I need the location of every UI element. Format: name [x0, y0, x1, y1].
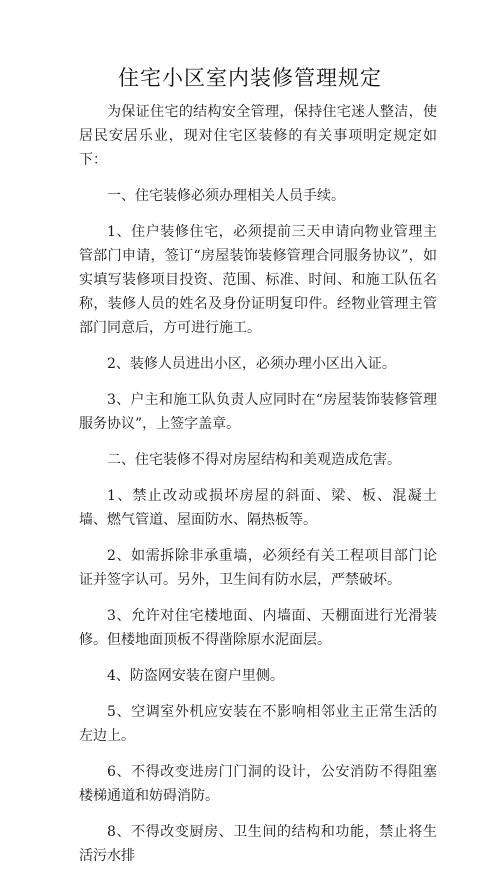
clause-paragraph: 3、允许对住宅楼地面、内墙面、天棚面进行光滑装修。但楼地面顶板不得凿除原水泥面层。 [79, 608, 437, 648]
intro-paragraph: 为保证住宅的结构安全管理，保持住宅迷人整洁，使居民安居乐业，现对住宅区装修的有关事项明定规定如下： [79, 104, 437, 168]
clause-paragraph: 1、住户装修住宅，必须提前三天申请向物业管理主管部门申请，签订“房屋装饰装修管理合同服务协议”，如实填写装修项目投资、范围、标准、时间、和施工队伍名称，装修人员的姓名及身份证明复印件。经物业管理主管部门同意后，方可进行施工。 [79, 224, 437, 336]
clause-paragraph: 4、防盗网安装在窗户里侧。 [107, 668, 284, 684]
clause-paragraph: 8、不得改变厨房、卫生间的结构和功能，禁止将生活污水排 [79, 824, 437, 864]
section-heading-2: 二、住宅装修不得对房屋结构和美观造成危害。 [107, 452, 401, 468]
clause-paragraph: 1、禁止改动或损坏房屋的斜面、梁、板、混凝土墙、燃气管道、屋面防水、隔热板等。 [79, 488, 437, 528]
section-heading-1: 一、住宅装修必须办理相关人员手续。 [107, 188, 345, 204]
clause-paragraph: 3、户主和施工队负责人应同时在“房屋装饰装修管理服务协议”，上签字盖章。 [79, 392, 437, 432]
document-title: 住宅小区室内装修管理规定 [118, 66, 382, 90]
clause-paragraph: 5、空调室外机应安装在不影响相邻业主正常生活的左边上。 [79, 704, 437, 744]
document-body [79, 100, 437, 880]
clause-paragraph: 2、如需拆除非承重墙，必须经有关工程项目部门论证并签字认可。另外，卫生间有防水层，严禁破坏。 [79, 548, 437, 588]
clause-paragraph: 6、不得改变进房门门洞的设计，公安消防不得阻塞楼梯通道和妨碍消防。 [79, 764, 437, 804]
clause-paragraph: 2、装修人员进出小区，必须办理小区出入证。 [107, 356, 396, 372]
